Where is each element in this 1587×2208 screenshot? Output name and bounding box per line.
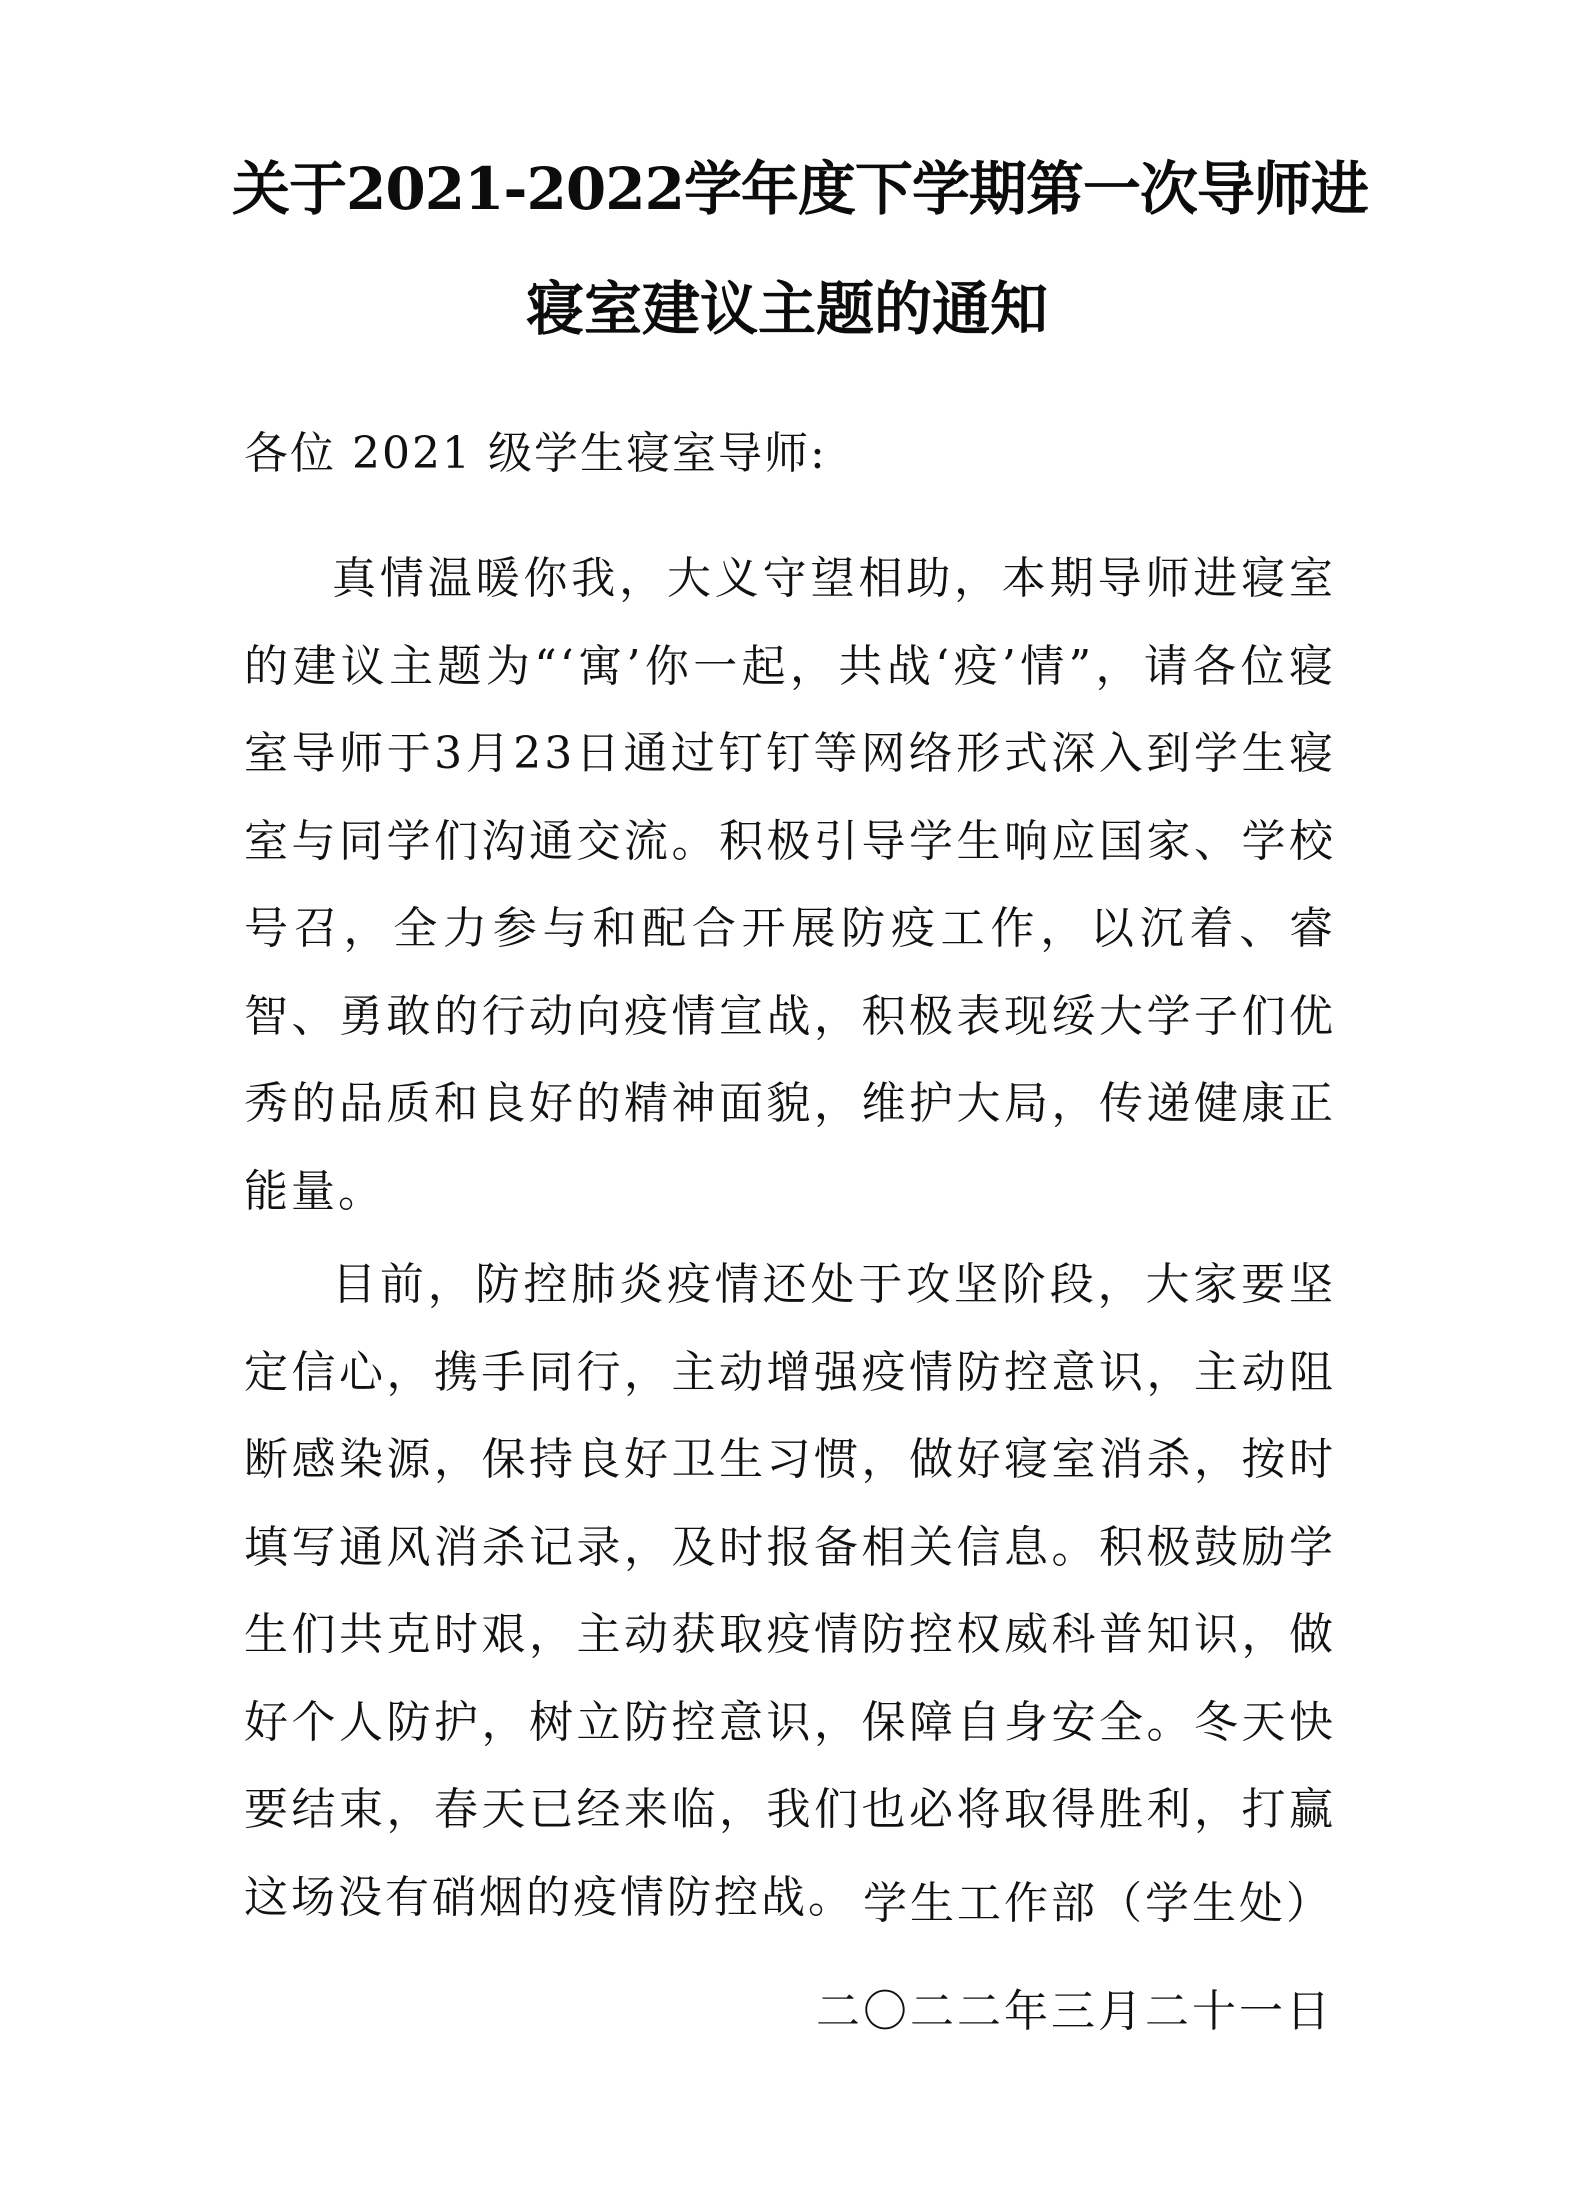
salutation: 各位 2021 级学生寝室导师: — [244, 428, 827, 479]
body-paragraph-1: 真情温暖你我，大义守望相助，本期导师进寝室的建议主题为“‘寓’你一起，共战‘疫’情”，请各位寝室导师于3月23日通过钉钉等网络形式深入到学生寝室与同学们沟通交流。积极引导学生响应国家、学校号召，全力参与和配合开展防疫工作，以沉着、睿智、勇敢的行动向疫情宣战，积极表现绥大学子们优秀的品质和良好的精神面貌，维护大局，传递健康正能量。 — [244, 553, 1336, 1217]
issuer-signature: 学生工作部（学生处） — [863, 1878, 1333, 1929]
notice-title-line-1: 关于2021-2022学年度下学期第一次导师进 — [232, 155, 1368, 223]
body-paragraph-2: 目前，防控肺炎疫情还处于攻坚阶段，大家要坚定信心，携手同行，主动增强疫情防控意识，主动阻断感染源，保持良好卫生习惯，做好寝室消杀，按时填写通风消杀记录，及时报备相关信息。积极鼓励学生们共克时艰，主动获取疫情防控权威科普知识，做好个人防护，树立防控意识，保障自身安全。冬天快要结束，春天已经来临，我们也必将取得胜利，打赢这场没有硝烟的疫情防控战。 — [244, 1259, 1336, 1923]
issue-date: 二〇二二年三月二十一日 — [816, 1986, 1333, 2037]
notice-title-line-2: 寝室建议主题的通知 — [525, 275, 1048, 343]
